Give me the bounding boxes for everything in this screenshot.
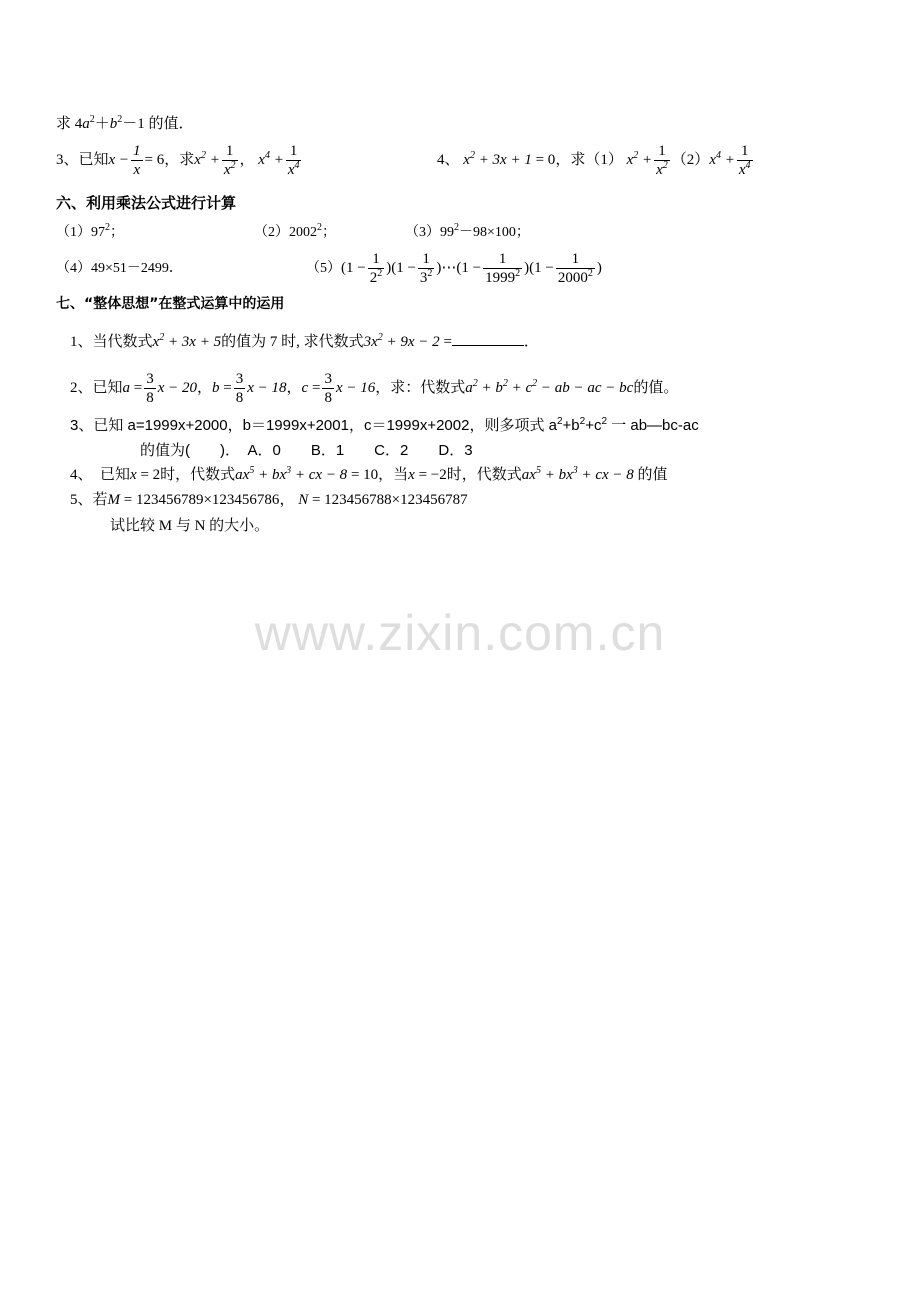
s7-q2-a: 2、已知 <box>70 380 123 396</box>
p3-sep: ， <box>239 152 255 168</box>
s7-q1-b: 的值为 7 时, 求代数式 <box>221 334 364 350</box>
s6-q5 <box>306 246 602 291</box>
s7-q5-line2: 试比较 M 与 N 的大小。 <box>110 518 270 534</box>
s6-q5-label: （5） <box>306 261 341 276</box>
p4-mid: （2） <box>671 152 710 168</box>
s7-q2-ask: ，求：代数式 <box>375 380 466 396</box>
p4-ask: ，求（1） <box>555 152 623 168</box>
s7-q5-a: 5、若 <box>70 492 108 508</box>
p4-equation: $x^2 + 3x + 1 = 0$ <box>463 150 556 168</box>
section-6-title: 六、利用乘法公式进行计算 <box>56 194 237 212</box>
s7-q4-expr: $ax^5 + bx^3$ + cx − 8 = 10 <box>235 465 379 483</box>
watermark: www.zixin.com.cn <box>254 605 666 661</box>
s7-q2-def-c: c = $\frac{3}{8}$ x − 16 <box>301 371 376 407</box>
s7-q4-cond2: x = −2 <box>408 467 447 483</box>
s7-q1 <box>70 332 539 352</box>
s6-q4: （4）49×51－2499． <box>56 261 183 276</box>
p3-expr-a: $x^2$ + $\frac{1}{x^2}$ <box>194 143 236 179</box>
s7-q1-end: ． <box>523 334 539 350</box>
s7-q4-b: 时，代数式 <box>160 467 236 483</box>
s7-q3-line2: 的值为( )． A．0 B．1 C．2 D．3 <box>140 442 473 459</box>
p3-ask: ，求 <box>164 152 195 168</box>
problem-4 <box>437 140 755 180</box>
s7-q3-line1: 3、已知 a=1999x+2000，b＝1999x+2001，c＝1999x+2002，则多项式 $a^2+b^2+c^2$ 一 ab—bc-ac <box>70 416 699 434</box>
s7-q5-M: M = 123456789×123456786 <box>107 492 280 508</box>
answer-blank <box>452 333 524 346</box>
p4-expr-b: $x^4$ + $\frac{1}{x^4}$ <box>709 143 751 179</box>
p4-expr-a: $x^2$ + $\frac{1}{x^2}$ <box>626 143 668 179</box>
s7-q2-end: 的值。 <box>633 380 679 396</box>
s7-q4-c: ，当 <box>378 467 409 483</box>
s7-q4-d: 时，代数式 <box>446 467 522 483</box>
problem-text: 求 $4a^2+b^2-1$ 的值． <box>56 114 194 132</box>
s7-q2: 2、已知a = $\frac{3}{8}$ x − 20，b = $\frac{3}{8}$ x − 18，c = $\frac{3}{8}$ x − 16，求：代数式$a^2 + b^2 + c^2$ − ab − ac − bc的值。 <box>70 371 679 407</box>
problem-3 <box>56 140 303 180</box>
p3-label: 3、已知 <box>56 152 109 168</box>
s7-q4-a: 4、 已知 <box>70 467 131 483</box>
s7-q4 <box>70 465 668 485</box>
s7-q2-expr: $a^2 + b^2 + c^2$ − ab − ac − bc <box>465 378 634 396</box>
s6-q3: $(3)99^2-98\times 100$； <box>405 222 530 240</box>
section-7-title: 七、“整体思想”在整式运算中的运用 <box>56 296 285 312</box>
s7-q2-def-a: a = $\frac{3}{8}$ x − 20 <box>122 371 198 407</box>
p3-equation: x − $\frac{1}{x}$ = 6 <box>108 143 165 179</box>
p4-label: 4、 <box>437 152 460 168</box>
p3-expr-b: $x^4$ + $\frac{1}{x^4}$ <box>258 143 300 179</box>
s6-q5-expr: (1 − $\frac{1}{2^2}$ )(1 − $\frac{1}{3^2}$ )⋯(1 − $\frac{1}{1999^2}$ )(1 − $\frac{1}{2000^2}$ ) <box>341 251 602 287</box>
s7-q1-expr2: $3x^2 + 9x - 2$ = <box>363 332 452 350</box>
problem-line-top <box>56 114 194 134</box>
s7-q4-end: 的值 <box>637 467 668 483</box>
s6-q2: （2）2002$^2$； <box>254 222 336 240</box>
s7-q1-a: 1、当代数式 <box>70 334 153 350</box>
s7-q1-expr1: $x^2 + 3x + 5$ <box>152 332 222 350</box>
s6-q1: $(1)97^2$； <box>56 222 124 240</box>
s7-q4-expr2: $ax^5 + bx^3$ + cx − 8 <box>521 465 634 483</box>
s7-q5-N: N = 123456788×123456787 <box>298 492 468 508</box>
s7-q2-def-b: b = $\frac{3}{8}$ x − 18 <box>212 371 287 407</box>
s7-q4-cond1: x = 2 <box>130 467 161 483</box>
s7-q5-sep: ， <box>279 492 295 508</box>
s7-q5 <box>70 490 468 510</box>
